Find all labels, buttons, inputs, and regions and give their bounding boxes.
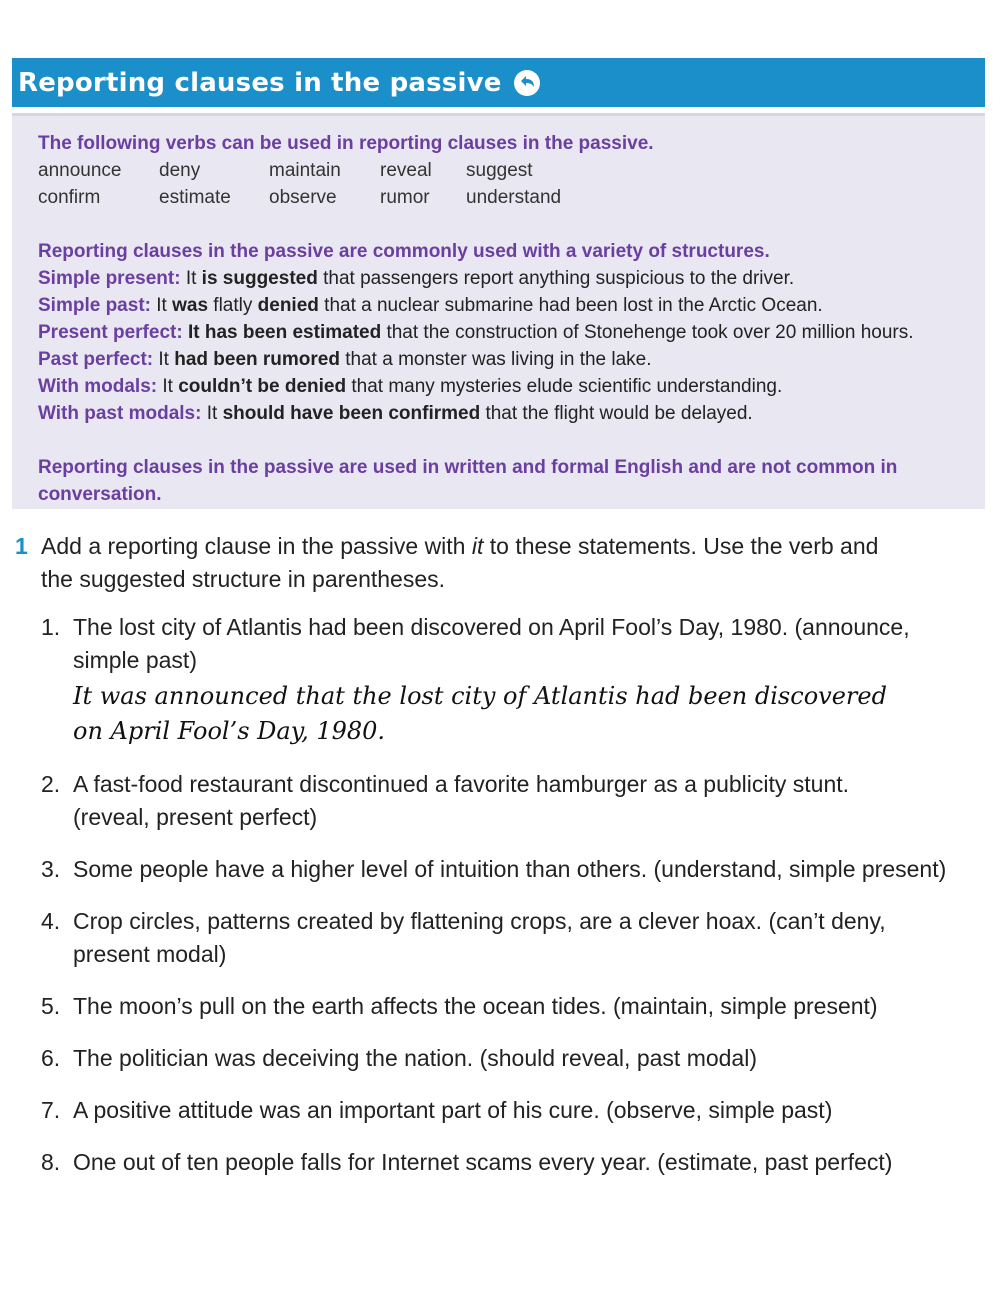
- exercise-item: [41, 990, 990, 1023]
- exercise-instruction: [15, 530, 990, 596]
- example-text: It: [162, 376, 179, 397]
- verb: suggest: [466, 160, 533, 181]
- example-verb: has been estimated: [204, 322, 382, 343]
- example-simple-past: [38, 292, 985, 319]
- item-text: The moon’s pull on the earth affects the ocean tides. (maintain, simple present): [73, 993, 878, 1019]
- exercise-item: [41, 905, 990, 971]
- item-text: The politician was deceiving the nation. (should reveal, past modal): [73, 1045, 757, 1071]
- exercise-item: [41, 611, 990, 749]
- item-answer[interactable]: It was announced that the lost city of Atlantis had been discovered on April Fool’s Day, 1980.: [73, 682, 887, 745]
- verb: understand: [466, 187, 562, 208]
- item-number: 5.: [41, 993, 61, 1019]
- example-label: Past perfect:: [38, 349, 154, 370]
- example-label: Simple present:: [38, 268, 181, 289]
- verb: estimate: [159, 187, 231, 208]
- verb: deny: [159, 160, 201, 181]
- example-text: flatly: [208, 295, 258, 316]
- item-text: Some people have a higher level of intuition than others. (understand, simple present): [73, 856, 947, 882]
- item-text: Crop circles, patterns created by flattening crops, are a clever hoax. (can’t deny, present modal): [73, 908, 886, 967]
- item-text: The lost city of Atlantis had been discovered on April Fool’s Day, 1980. (announce, simple past): [73, 614, 910, 673]
- example-label: Simple past:: [38, 295, 151, 316]
- item-number: 3.: [41, 856, 61, 882]
- example-text: that a monster was living in the lake.: [339, 349, 652, 370]
- item-number: 4.: [41, 908, 61, 934]
- item-number: 2.: [41, 771, 61, 797]
- example-text: that the flight would be delayed.: [480, 403, 753, 424]
- instruction-italic: it: [471, 533, 484, 559]
- example-verb: denied: [257, 295, 319, 316]
- example-with-past-modals: [38, 400, 985, 427]
- item-number: 7.: [41, 1097, 61, 1123]
- example-text: It: [206, 403, 223, 424]
- example-with-modals: [38, 373, 985, 400]
- exercise-item: [41, 768, 990, 834]
- item-text: A fast-food restaurant discontinued a favorite hamburger as a publicity stunt. (reveal, present perfect): [73, 771, 850, 830]
- exercise-number: 1: [15, 533, 28, 559]
- example-simple-present: [38, 265, 985, 292]
- example-past-perfect: [38, 346, 985, 373]
- item-text: One out of ten people falls for Internet scams every year. (estimate, past perfect): [73, 1149, 893, 1175]
- exercise-item: [41, 1094, 990, 1127]
- usage-note: Reporting clauses in the passive are used in written and formal English and are not common in conversation.: [38, 457, 898, 505]
- example-verb: should have been confirmed: [222, 403, 481, 424]
- example-text: It: [156, 295, 173, 316]
- instruction-text: [41, 530, 901, 596]
- example-verb: was: [172, 295, 209, 316]
- structures-intro: Reporting clauses in the passive are commonly used with a variety of structures.: [38, 241, 770, 262]
- instruction-part: Add a reporting clause in the passive with: [41, 533, 472, 559]
- back-arrow-icon[interactable]: [512, 68, 542, 98]
- example-text: It: [185, 268, 202, 289]
- example-text: that a nuclear submarine had been lost in the Arctic Ocean.: [318, 295, 823, 316]
- example-text: that passengers report anything suspicious to the driver.: [317, 268, 795, 289]
- grammar-box: [12, 113, 985, 509]
- verb: rumor: [380, 187, 430, 208]
- example-verb: had been rumored: [174, 349, 340, 370]
- example-verb: couldn’t be denied: [178, 376, 347, 397]
- section-title: Reporting clauses in the passive: [18, 67, 502, 98]
- verb-list: [38, 157, 985, 211]
- example-text: It: [158, 349, 175, 370]
- exercise-items: [41, 611, 990, 1179]
- example-label: With past modals:: [38, 403, 202, 424]
- verb: announce: [38, 160, 122, 181]
- verb: maintain: [269, 160, 341, 181]
- section-header: [12, 58, 985, 107]
- item-number: 6.: [41, 1045, 61, 1071]
- verb: confirm: [38, 187, 101, 208]
- example-text: that many mysteries elude scientific understanding.: [346, 376, 783, 397]
- example-label: Present perfect:: [38, 322, 183, 343]
- example-label: With modals:: [38, 376, 158, 397]
- example-text: It: [187, 322, 205, 343]
- item-number: 8.: [41, 1149, 61, 1175]
- verbs-intro: The following verbs can be used in reporting clauses in the passive.: [38, 133, 654, 154]
- exercise-1: [15, 530, 990, 1198]
- instruction-part: to these statements. Use the verb and the suggested structure in parentheses.: [41, 533, 879, 592]
- item-number: 1.: [41, 614, 61, 640]
- example-present-perfect: [38, 319, 985, 346]
- verb: observe: [269, 187, 337, 208]
- exercise-item: [41, 1042, 990, 1075]
- item-text: A positive attitude was an important part of his cure. (observe, simple past): [73, 1097, 833, 1123]
- verb: reveal: [380, 160, 432, 181]
- example-text: that the construction of Stonehenge took over 20 million hours.: [381, 322, 914, 343]
- exercise-item: [41, 1146, 990, 1179]
- example-verb: is suggested: [201, 268, 318, 289]
- exercise-item: [41, 853, 990, 886]
